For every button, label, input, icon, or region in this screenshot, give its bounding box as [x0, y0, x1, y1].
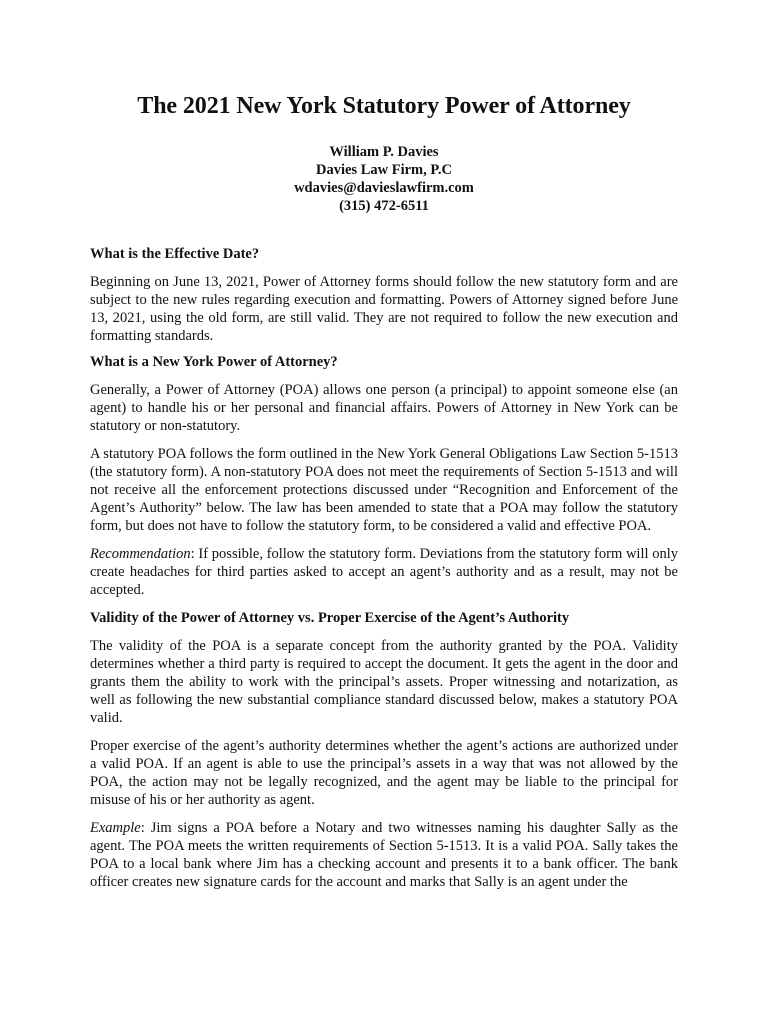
section-heading-what-is-poa: What is a New York Power of Attorney? — [90, 353, 338, 370]
author-name: William P. Davies — [329, 143, 439, 160]
section-heading-effective-date: What is the Effective Date? — [90, 245, 260, 262]
paragraph-example — [90, 819, 678, 891]
paragraph-poa-general: Generally, a Power of Attorney (POA) allows one person (a principal) to appoint someone else (an agent) to handle his or her personal and financial affairs. Powers of Attorney in New York can be statutory or non-statutory. — [90, 381, 678, 434]
document-title: The 2021 New York Statutory Power of Attorney — [137, 93, 631, 119]
paragraph-poa-statutory: A statutory POA follows the form outlined in the New York General Obligations Law Section 5-1513 (the statutory form). A non-statutory POA does not meet the requirements of Section 5-1513 and will not receive all the enforcement protections discussed under “Recognition and Enforcement of the Agent’s Authority” below. The law has been amended to state that a POA may follow the statutory form, but does not have to follow the statutory form, to be considered a valid and effective POA. — [90, 445, 678, 534]
recommendation-text: : If possible, follow the statutory form. Deviations from the statutory form will only create headaches for third parties asked to accept an agent’s authority and as a result, may not be accepted. — [90, 545, 678, 598]
paragraph-validity: The validity of the POA is a separate concept from the authority granted by the POA. Validity determines whether a third party is required to accept the document. It gets the agent in the door and grants them the ability to work with the principal’s assets. Proper witnessing and notarization, as well as following the new substantial compliance standard discussed below, makes a statutory POA valid. — [90, 637, 678, 726]
document-page — [90, 92, 678, 901]
example-label: Example — [90, 819, 141, 836]
paragraph-recommendation — [90, 545, 678, 599]
section-heading-validity: Validity of the Power of Attorney vs. Proper Exercise of the Agent’s Authority — [90, 609, 570, 626]
example-text: : Jim signs a POA before a Notary and two witnesses naming his daughter Sally as the agent. The POA meets the written requirements of Section 5-1513. It is a valid POA. Sally takes the POA to a local bank where Jim has a checking account and presents it to a bank officer. The bank officer creates new signature cards for the account and marks that Sally is an agent under the — [90, 819, 678, 890]
author-phone: (315) 472-6511 — [339, 197, 429, 214]
paragraph-effective-date: Beginning on June 13, 2021, Power of Attorney forms should follow the new statutory form and are subject to the new rules regarding execution and formatting. Powers of Attorney signed before June 13, 2021, using the old form, are still valid. They are not required to follow the new execution and formatting standards. — [90, 273, 678, 344]
recommendation-label: Recommendation — [90, 545, 191, 562]
author-block — [90, 143, 678, 215]
author-email: wdavies@davieslawfirm.com — [294, 179, 474, 196]
paragraph-proper-exercise: Proper exercise of the agent’s authority determines whether the agent’s actions are authorized under a valid POA. If an agent is able to use the principal’s assets in a way that was not allowed by the POA, the action may not be legally recognized, and the agent may be liable to the principal for misuse of his or her authority as agent. — [90, 737, 678, 808]
author-firm: Davies Law Firm, P.C — [316, 161, 452, 178]
